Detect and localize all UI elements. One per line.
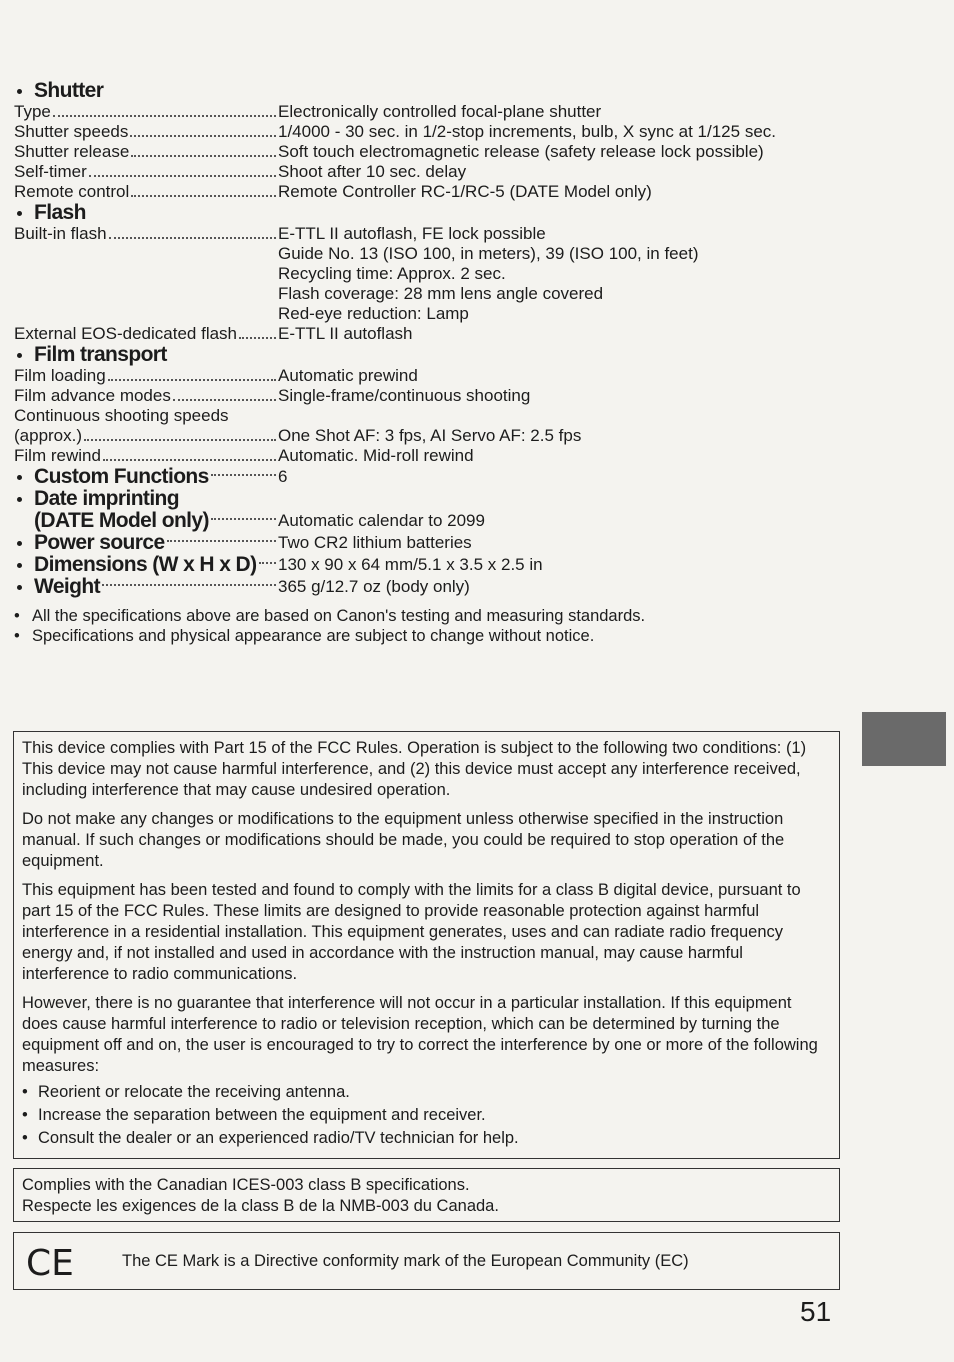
spec-row-dimensions: [14, 554, 874, 576]
ce-notice-box: [13, 1232, 840, 1290]
spec-label: Remote control: [14, 182, 130, 201]
specifications-section: [14, 80, 874, 646]
spec-row-film-rewind: [14, 446, 874, 466]
spec-label: Continuous shooting speeds: [14, 406, 229, 425]
spec-label: (approx.): [14, 426, 83, 445]
spec-value: Automatic. Mid-roll rewind: [278, 446, 474, 465]
spec-value-continued: Recycling time: Approx. 2 sec.: [278, 264, 506, 283]
spec-heading: (DATE Model only): [34, 510, 209, 532]
spec-value-continued: Guide No. 13 (ISO 100, in meters), 39 (ISO 100, in feet): [278, 244, 699, 263]
spec-value: Two CR2 lithium batteries: [278, 533, 472, 552]
ices-line-english: Complies with the Canadian ICES-003 class B specifications.: [22, 1176, 470, 1194]
spec-value: Electronically controlled focal-plane shutter: [278, 102, 602, 121]
spec-heading: Date imprinting: [34, 488, 180, 510]
spec-value-continued: Flash coverage: 28 mm lens angle covered: [278, 284, 604, 303]
ce-mark-icon: [24, 1241, 84, 1281]
spec-row-weight: [14, 576, 874, 598]
section-tab-marker: [862, 712, 946, 766]
spec-value: Automatic prewind: [278, 366, 418, 385]
note-item: • Specifications and physical appearance are subject to change without notice.: [14, 627, 595, 645]
spec-row-shutter-release: [14, 142, 874, 162]
list-item: • Increase the separation between the equipment and receiver.: [22, 1106, 486, 1124]
bullet-icon: [17, 541, 22, 546]
spec-label: Shutter release: [14, 142, 130, 161]
list-item: • Consult the dealer or an experienced radio/TV technician for help.: [22, 1129, 519, 1147]
spec-row-power-source: [14, 532, 874, 554]
svg-text:CE: CE: [26, 1243, 74, 1281]
fcc-paragraph: However, there is no guarantee that interference will not occur in a particular installation. If this equipment does cause harmful interference to radio or television reception, which can be determined by turning the equipment off and on, the user is encouraged to try to correct the interference by one or more of the following measures:: [22, 994, 818, 1075]
spec-label: Type: [14, 102, 51, 121]
fcc-notice-box: [13, 731, 840, 1159]
spec-row-shutter-speeds: [14, 122, 874, 142]
shutter-heading: Shutter: [14, 80, 874, 102]
fcc-measures-list: [22, 1081, 831, 1150]
spec-heading: Custom Functions: [34, 466, 209, 488]
bullet-icon: [17, 353, 22, 358]
spec-value-continued: Red-eye reduction: Lamp: [278, 304, 469, 323]
spec-heading: Weight: [34, 576, 101, 598]
list-item: • Reorient or relocate the receiving antenna.: [22, 1083, 350, 1101]
spec-value: E-TTL II autoflash: [278, 324, 413, 343]
bullet-icon: [17, 497, 22, 502]
spec-label: Self-timer: [14, 162, 87, 181]
spec-row-continuous-label: [14, 406, 874, 426]
spec-row-custom-functions: [14, 466, 874, 488]
bullet-icon: [17, 563, 22, 568]
spec-value: One Shot AF: 3 fps, AI Servo AF: 2.5 fps: [278, 426, 582, 445]
spec-label: Built-in flash: [14, 224, 107, 243]
bullet-icon: [17, 211, 22, 216]
spec-value: 130 x 90 x 64 mm/5.1 x 3.5 x 2.5 in: [278, 555, 543, 574]
spec-value: 365 g/12.7 oz (body only): [278, 577, 470, 596]
page-number: 51: [800, 1296, 832, 1327]
flash-heading: Flash: [14, 202, 874, 224]
spec-value: Remote Controller RC-1/RC-5 (DATE Model only): [278, 182, 652, 201]
spec-row-external-flash: [14, 324, 874, 344]
spec-row-date-imprinting: [14, 510, 874, 532]
spec-row-date-imprinting-heading: [14, 488, 874, 510]
spec-label: External EOS-dedicated flash: [14, 324, 238, 343]
ce-description: The CE Mark is a Directive conformity mark of the European Community (EC): [122, 1251, 689, 1270]
spec-value: 6: [278, 467, 288, 486]
spec-value: Soft touch electromagnetic release (safety release lock possible): [278, 142, 764, 161]
spec-value: Shoot after 10 sec. delay: [278, 162, 467, 181]
film-transport-heading: Film transport: [14, 344, 874, 366]
bullet-icon: [17, 585, 22, 590]
spec-row-self-timer: [14, 162, 874, 182]
spec-row-film-loading: [14, 366, 874, 386]
spec-value: Single-frame/continuous shooting: [278, 386, 531, 405]
spec-label: Shutter speeds: [14, 122, 129, 141]
bullet-icon: [17, 89, 22, 94]
spec-label: Film advance modes: [14, 386, 171, 405]
spec-notes: [14, 606, 874, 646]
ices-line-french: Respecte les exigences de la class B de la NMB-003 du Canada.: [22, 1197, 499, 1215]
bullet-icon: [17, 475, 22, 480]
spec-value: E-TTL II autoflash, FE lock possible: [278, 224, 546, 243]
fcc-paragraph: This equipment has been tested and found to comply with the limits for a class B digital device, pursuant to part 15 of the FCC Rules. These limits are designed to provide reasonable protection against harmful interference in a residential installation. This equipment generates, uses and can radiate radio frequency energy and, if not installed and used in accordance with the instruction manual, may cause harmful interference to radio communications.: [22, 881, 801, 983]
spec-row-continuous-speeds: [14, 426, 874, 446]
fcc-paragraph: This device complies with Part 15 of the FCC Rules. Operation is subject to the following two conditions: (1) This device may not cause harmful interference, and (2) this device must accept any interference received, including interference that may cause undesired operation.: [22, 739, 807, 799]
note-item: • All the specifications above are based on Canon's testing and measuring standards.: [14, 607, 646, 625]
spec-row-film-advance: [14, 386, 874, 406]
spec-row-type: [14, 102, 874, 122]
ices-notice-box: [13, 1168, 840, 1222]
spec-value: Automatic calendar to 2099: [278, 511, 485, 530]
spec-heading: Dimensions (W x H x D): [34, 554, 257, 576]
spec-label: Film rewind: [14, 446, 101, 465]
spec-label: Film loading: [14, 366, 106, 385]
spec-row-remote-control: [14, 182, 874, 202]
spec-row-builtin-flash: [14, 224, 874, 244]
fcc-paragraph: Do not make any changes or modifications to the equipment unless otherwise specified in the instruction manual. If such changes or modifications should be made, you could be required to stop operation of the equipment.: [22, 810, 785, 870]
spec-heading: Power source: [34, 532, 165, 554]
spec-value: 1/4000 - 30 sec. in 1/2-stop increments, bulb, X sync at 1/125 sec.: [278, 122, 776, 141]
